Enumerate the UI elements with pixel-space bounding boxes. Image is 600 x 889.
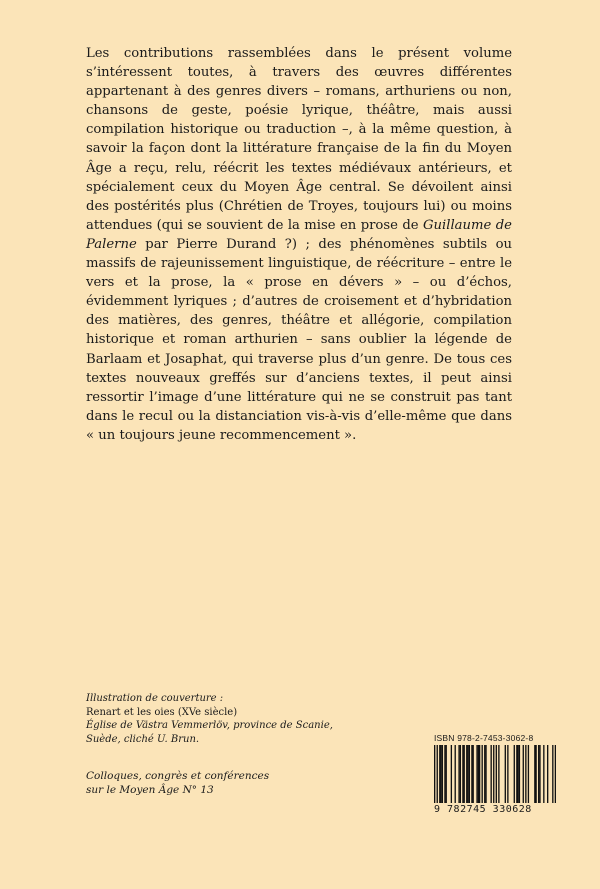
barcode-bar bbox=[496, 745, 497, 803]
barcode-bar bbox=[478, 745, 479, 803]
cover-illustration-credits bbox=[86, 692, 366, 746]
barcode-bar bbox=[476, 745, 477, 803]
series-info bbox=[86, 769, 346, 797]
barcode-bar bbox=[473, 745, 474, 803]
barcode-bar bbox=[466, 745, 467, 803]
barcode-bar bbox=[451, 745, 452, 803]
barcode-bar bbox=[525, 745, 526, 803]
series-line-2: sur le Moyen Âge N° 13 bbox=[86, 784, 214, 796]
blurb-italic-title: Guillaume de Palerne bbox=[86, 217, 512, 252]
isbn-barcode-block bbox=[434, 733, 562, 815]
barcode-bar bbox=[498, 745, 499, 803]
barcode-bar bbox=[507, 745, 508, 803]
barcode-bar bbox=[535, 745, 536, 803]
barcode-bar bbox=[437, 745, 438, 803]
isbn-label: ISBN 978-2-7453-3062-8 bbox=[434, 733, 534, 743]
barcode-bar bbox=[505, 745, 506, 803]
barcode-bar bbox=[469, 745, 470, 803]
barcode-bar bbox=[538, 745, 539, 803]
barcode-bar bbox=[516, 745, 517, 803]
barcode-bar bbox=[523, 745, 524, 803]
barcode-bar bbox=[484, 745, 485, 803]
barcode-bar bbox=[539, 745, 540, 803]
blurb-text-1: Les contributions rassemblées dans le présent volume s’intéressent toutes, à travers des œuvres différentes appartenant à des genres divers – romans, arthuriens ou non, chansons de geste, poésie lyrique, théâtre, mais aussi compilation historique ou traduction –, à la même question, à savoir la façon dont la littérature française de la fin du Moyen Âge a reçu, relu, réécrit les textes médiévaux antérieurs, et spécialement ceux du Moyen Âge central. Se dévoilent ainsi des postérités plus (Chrétien de Troyes, toujours lui) ou moins attendues (qui se souvient de la mise en prose de bbox=[86, 46, 512, 233]
barcode-bar bbox=[555, 745, 556, 803]
credits-line-3: Suède, cliché U. Brun. bbox=[86, 733, 200, 745]
series-line-1: Colloques, congrès et conférences bbox=[86, 770, 270, 782]
barcode-bar bbox=[471, 745, 472, 803]
barcode-bar bbox=[491, 745, 492, 803]
barcode-bar bbox=[485, 745, 486, 803]
credits-line-2: Église de Västra Vemmerlöv, province de Scanie, bbox=[86, 720, 333, 731]
barcode-bar bbox=[439, 745, 440, 803]
back-cover-blurb bbox=[86, 44, 512, 445]
barcode-bar bbox=[547, 745, 548, 803]
barcode-bar bbox=[442, 745, 443, 803]
barcode-bar bbox=[528, 745, 529, 803]
barcode-bar bbox=[534, 745, 535, 803]
barcode-bar bbox=[446, 745, 447, 803]
barcode-bar bbox=[482, 745, 483, 803]
barcode-bar bbox=[458, 745, 459, 803]
blurb-text-2: par Pierre Durand ?) ; des phénomènes subtils ou massifs de rajeunissement linguistique, de réécriture – entre le vers et la prose, la « prose en dévers » – ou d’échos, évidemment lyriques ; d’autres de croisement et d’hybridation des matières, des genres, théâtre et allégorie, compilation historique et roman arthurien – sans oublier la légende de Barlaam et Josaphat, qui traverse plus d’un genre. De tous ces textes nouveaux greffés sur d’anciens textes, il peut ainsi ressortir l’image d’une littérature qui ne se construit pas tant dans le recul ou la distanciation vis-à-vis d’elle-même que dans « un toujours jeune recommencement ». bbox=[86, 236, 512, 443]
barcode-bar bbox=[493, 745, 494, 803]
barcode-bar bbox=[519, 745, 520, 803]
barcode-bar bbox=[464, 745, 465, 803]
barcode-bar bbox=[467, 745, 468, 803]
barcode-bar bbox=[444, 745, 445, 803]
credits-heading: Illustration de couverture : bbox=[86, 693, 224, 704]
barcode-bar bbox=[552, 745, 553, 803]
barcode-bar bbox=[460, 745, 461, 803]
barcode-bar bbox=[440, 745, 441, 803]
barcode-bar bbox=[434, 745, 435, 803]
barcode-bar bbox=[514, 745, 515, 803]
barcode-bar bbox=[543, 745, 544, 803]
barcode-bar bbox=[479, 745, 480, 803]
ean-digits: 9 782745 330628 bbox=[434, 804, 532, 815]
barcode-bar bbox=[462, 745, 463, 803]
barcode-icon bbox=[434, 745, 556, 803]
barcode-bar bbox=[455, 745, 456, 803]
credits-line-1: Renart et les oies (XVe siècle) bbox=[86, 706, 238, 718]
barcode-bar bbox=[517, 745, 518, 803]
